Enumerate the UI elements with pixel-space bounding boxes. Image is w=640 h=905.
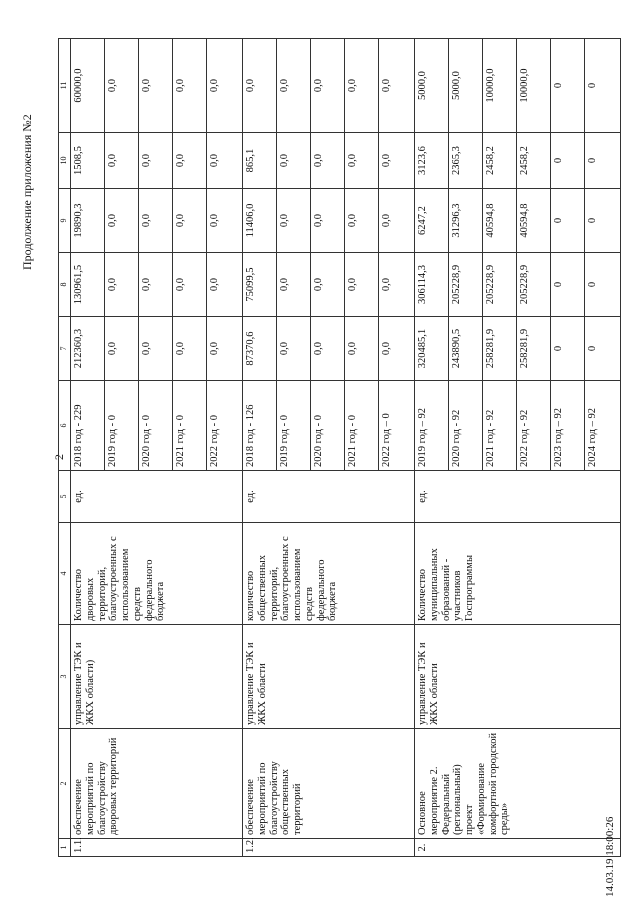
value-cell: 0,0 [311,317,345,381]
row-number: 1.2. [243,839,415,857]
value-cell: 0,0 [173,189,207,253]
column-number: 6 [59,381,71,471]
value-cell: 258281,9 [517,317,551,381]
value-cell: 0,0 [173,39,207,133]
value-cell: 0,0 [207,133,243,189]
value-cell: 10000,0 [517,39,551,133]
value-cell: 0,0 [379,39,415,133]
unit-cell: ед. [243,471,415,523]
value-cell: 0 [585,253,621,317]
executor-name: управление ТЭК и ЖКХ области) [71,625,243,729]
row-number: 1.1. [71,839,243,857]
value-cell: 75099,5 [243,253,277,317]
value-cell: 0,0 [243,39,277,133]
year-target-cell: 2020 год - 92 [449,381,483,471]
value-cell: 0,0 [173,317,207,381]
column-number: 7 [59,317,71,381]
value-cell: 0,0 [173,133,207,189]
value-cell: 0,0 [105,39,139,133]
indicator-name: Количество дворовых территорий, благоустроенных с использованием средств федерального бюджета [71,523,243,625]
value-cell: 2458,2 [483,133,517,189]
year-target-cell: 2022 год - 0 [207,381,243,471]
value-cell: 3123,6 [415,133,449,189]
value-cell: 0,0 [105,133,139,189]
value-cell: 0,0 [139,253,173,317]
value-cell: 0 [551,253,585,317]
table-row [71,39,105,857]
value-cell: 87370,6 [243,317,277,381]
year-target-cell: 2018 год - 229 [71,381,105,471]
value-cell: 0,0 [207,39,243,133]
value-cell: 0 [551,189,585,253]
value-cell: 11406,0 [243,189,277,253]
value-cell: 258281,9 [483,317,517,381]
value-cell: 306114,3 [415,253,449,317]
value-cell: 212360,3 [71,317,105,381]
value-cell: 0,0 [207,189,243,253]
value-cell: 0 [551,39,585,133]
column-number: 1 [59,839,71,857]
value-cell: 5000,0 [415,39,449,133]
executor-name: управление ТЭК и ЖКХ области [243,625,415,729]
page-number: 2 [52,454,66,460]
value-cell: 0 [585,133,621,189]
value-cell: 2458,2 [517,133,551,189]
column-number-row [59,39,71,857]
value-cell: 0,0 [379,317,415,381]
value-cell: 0,0 [345,39,379,133]
value-cell: 0,0 [139,189,173,253]
value-cell: 0,0 [139,133,173,189]
value-cell: 205228,9 [483,253,517,317]
value-cell: 0,0 [277,189,311,253]
row-number: 2. [415,839,621,857]
value-cell: 0,0 [345,253,379,317]
value-cell: 0,0 [105,253,139,317]
table-row [243,39,277,857]
value-cell: 865,1 [243,133,277,189]
year-target-cell: 2019 год – 92 [415,381,449,471]
year-target-cell: 2023 год – 92 [551,381,585,471]
value-cell: 0 [551,133,585,189]
column-number: 2 [59,729,71,839]
year-target-cell: 2021 год - 0 [173,381,207,471]
table-row [415,39,449,857]
value-cell: 19890,3 [71,189,105,253]
year-target-cell: 2019 год - 0 [105,381,139,471]
value-cell: 0,0 [139,317,173,381]
executor-name: управление ТЭК и ЖКХ области [415,625,621,729]
continuation-title: Продолжение приложения №2 [20,114,34,270]
column-number: 5 [59,471,71,523]
value-cell: 40594,8 [517,189,551,253]
column-number: 8 [59,253,71,317]
value-cell: 0,0 [345,317,379,381]
value-cell: 0 [585,317,621,381]
year-target-cell: 2022 год - 92 [517,381,551,471]
value-cell: 40594,8 [483,189,517,253]
year-target-cell: 2024 год – 92 [585,381,621,471]
value-cell: 0,0 [345,189,379,253]
column-number: 3 [59,625,71,729]
value-cell: 0,0 [105,189,139,253]
unit-cell: ед. [415,471,621,523]
year-target-cell: 2021 год - 0 [345,381,379,471]
year-target-cell: 2020 год - 0 [311,381,345,471]
value-cell: 130961,5 [71,253,105,317]
unit-cell: ед. [71,471,243,523]
value-cell: 0 [585,39,621,133]
timestamp: 14.03.19 18:00:26 [604,816,616,897]
value-cell: 0,0 [311,253,345,317]
value-cell: 0,0 [277,133,311,189]
table-body [59,39,621,857]
year-target-cell: 2020 год - 0 [139,381,173,471]
value-cell: 0,0 [345,133,379,189]
value-cell: 320485,1 [415,317,449,381]
event-name: обеспечение мероприятий по благоустройству дворовых территорий [71,729,243,839]
value-cell: 0,0 [277,253,311,317]
column-number: 4 [59,523,71,625]
value-cell: 0,0 [311,133,345,189]
value-cell: 205228,9 [517,253,551,317]
indicator-name: Количество муниципальных образований - участников Госпрограммы [415,523,621,625]
value-cell: 0,0 [277,39,311,133]
value-cell: 0 [551,317,585,381]
value-cell: 0,0 [379,253,415,317]
value-cell: 0,0 [277,317,311,381]
value-cell: 0,0 [311,189,345,253]
value-cell: 0,0 [207,253,243,317]
year-target-cell: 2022 год – 0 [379,381,415,471]
value-cell: 0,0 [311,39,345,133]
value-cell: 1508,5 [71,133,105,189]
value-cell: 0,0 [105,317,139,381]
event-name: Основное мероприятие 2. Федеральный (региональный) проект «Формирование комфортной городской среды» [415,729,621,839]
data-table [58,38,621,857]
value-cell: 2365,3 [449,133,483,189]
column-number: 10 [59,133,71,189]
value-cell: 5000,0 [449,39,483,133]
value-cell: 10000,0 [483,39,517,133]
year-target-cell: 2019 год - 0 [277,381,311,471]
value-cell: 0 [585,189,621,253]
value-cell: 205228,9 [449,253,483,317]
value-cell: 60000,0 [71,39,105,133]
value-cell: 0,0 [139,39,173,133]
value-cell: 0,0 [379,189,415,253]
value-cell: 6247,2 [415,189,449,253]
value-cell: 0,0 [207,317,243,381]
column-number: 9 [59,189,71,253]
indicator-name: количество общественных территорий, благоустроенных с использованием средств федерального бюджета [243,523,415,625]
value-cell: 31296,3 [449,189,483,253]
event-name: обеспечение мероприятий по благоустройству общественных территорий [243,729,415,839]
value-cell: 0,0 [173,253,207,317]
value-cell: 0,0 [379,133,415,189]
value-cell: 243890,5 [449,317,483,381]
year-target-cell: 2021 год - 92 [483,381,517,471]
year-target-cell: 2018 год - 126 [243,381,277,471]
column-number: 11 [59,39,71,133]
